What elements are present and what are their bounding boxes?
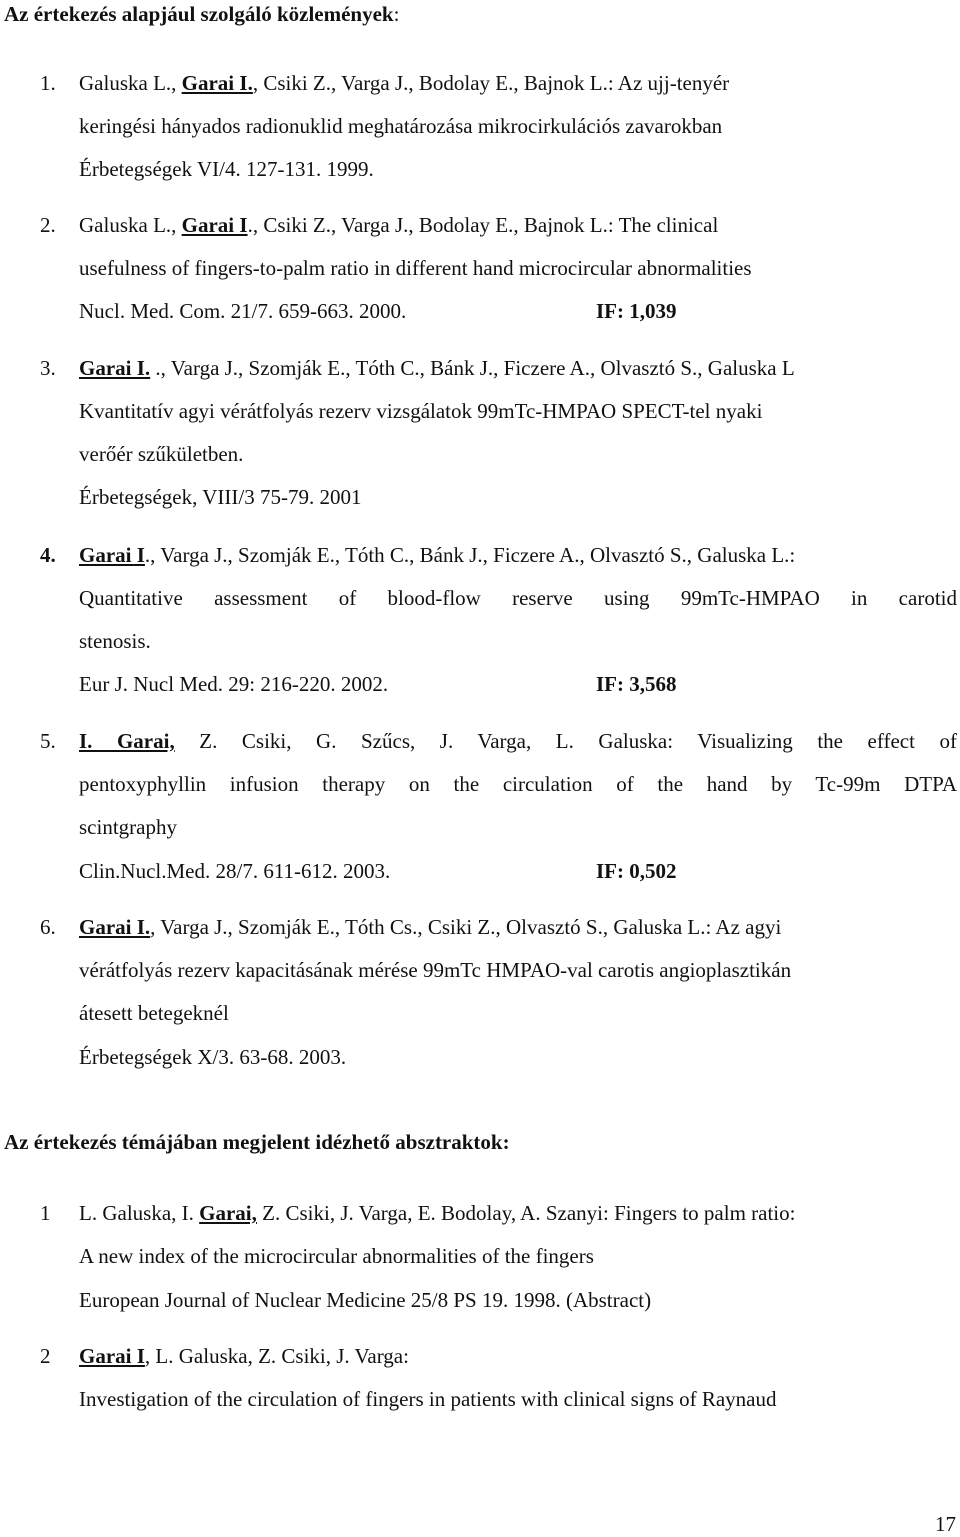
item-line-3: átesett betegeknél [79, 1001, 229, 1025]
item-line-3: European Journal of Nuclear Medicine 25/8 PS 19. 1998. (Abstract) [79, 1288, 652, 1312]
highlighted-author: Garai I [79, 543, 145, 567]
item-line-1: Galuska L., Garai I., Csiki Z., Varga J., Bodolay E., Bajnok L.: Az ujj-tenyér [79, 71, 730, 95]
item-line-3: verőér szűkületben. [79, 442, 244, 466]
impact-factor: IF: 1,039 [596, 299, 677, 323]
item-line-2: Kvantitatív agyi vérátfolyás rezerv vizsgálatok 99mTc-HMPAO SPECT-tel nyaki [79, 399, 763, 423]
highlighted-author: Garai, [199, 1201, 257, 1225]
impact-factor: IF: 3,568 [596, 672, 677, 696]
highlighted-author: I. Garai, [79, 729, 175, 753]
item-line-1: Galuska L., Garai I., Csiki Z., Varga J., Bodolay E., Bajnok L.: The clinical [79, 213, 719, 237]
item-line-2: pentoxyphyllin infusion therapy on the circulation of the hand by Tc-99m DTPA [79, 772, 957, 796]
item-line-3: Nucl. Med. Com. 21/7. 659-663. 2000. [79, 299, 407, 323]
item-number: 3. [40, 356, 56, 380]
item-number: 2 [40, 1344, 51, 1368]
item-line-1: I. Garai, Z. Csiki, G. Szűcs, J. Varga, L. Galuska: Visualizing the effect of [79, 729, 957, 753]
highlighted-author: Garai I. [79, 356, 151, 380]
item-line-2: A new index of the microcircular abnormalities of the fingers [79, 1244, 594, 1268]
item-line-3: stenosis. [79, 629, 151, 653]
item-line-4: Érbetegségek X/3. 63-68. 2003. [79, 1045, 347, 1069]
item-line-2: keringési hányados radionuklid meghatározása mikrocirkulációs zavarokban [79, 114, 723, 138]
item-line-1: Garai I., Varga J., Szomják E., Tóth C., Bánk J., Ficzere A., Olvasztó S., Galuska L.: [79, 543, 796, 567]
item-line-1: L. Galuska, I. Garai, Z. Csiki, J. Varga, E. Bodolay, A. Szanyi: Fingers to palm ratio: [79, 1201, 796, 1225]
item-number: 4. [40, 543, 56, 567]
item-number: 2. [40, 213, 56, 237]
item-line-4: Eur J. Nucl Med. 29: 216-220. 2002. [79, 672, 389, 696]
heading-colon: : [393, 2, 400, 26]
item-line-2: usefulness of fingers-to-palm ratio in different hand microcircular abnormalities [79, 256, 752, 280]
highlighted-author: Garai I [79, 1344, 145, 1368]
item-line-3: Érbetegségek VI/4. 127-131. 1999. [79, 157, 374, 181]
item-number: 1 [40, 1201, 51, 1225]
page-number: 17 [935, 1512, 956, 1536]
heading-text: Az értekezés alapjául szolgáló közlemények [4, 2, 394, 26]
item-line-1: Garai I, L. Galuska, Z. Csiki, J. Varga: [79, 1344, 409, 1368]
item-line-2: Investigation of the circulation of fingers in patients with clinical signs of Raynaud [79, 1387, 777, 1411]
item-line-3: scintgraphy [79, 815, 177, 839]
item-line-1: Garai I., Varga J., Szomják E., Tóth Cs., Csiki Z., Olvasztó S., Galuska L.: Az agyi [79, 915, 782, 939]
highlighted-author: Garai I. [181, 71, 253, 95]
item-line-2: vérátfolyás rezerv kapacitásának mérése 99mTc HMPAO-val carotis angioplasztikán [79, 958, 792, 982]
impact-factor: IF: 0,502 [596, 859, 677, 883]
item-line-1: Garai I. ., Varga J., Szomják E., Tóth C., Bánk J., Ficzere A., Olvasztó S., Galuska L [79, 356, 795, 380]
item-line-4: Érbetegségek, VIII/3 75-79. 2001 [79, 485, 362, 509]
item-number: 6. [40, 915, 56, 939]
highlighted-author: Garai I. [79, 915, 151, 939]
section-heading-publications [4, 2, 399, 27]
section-heading-abstracts: Az értekezés témájában megjelent idézhető absztraktok: [4, 1130, 510, 1154]
item-number: 5. [40, 729, 56, 753]
item-number: 1. [40, 71, 56, 95]
highlighted-author: Garai I [181, 213, 248, 237]
item-line-4: Clin.Nucl.Med. 28/7. 611-612. 2003. [79, 859, 391, 883]
item-line-2: Quantitative assessment of blood-flow reserve using 99mTc-HMPAO in carotid [79, 586, 957, 610]
